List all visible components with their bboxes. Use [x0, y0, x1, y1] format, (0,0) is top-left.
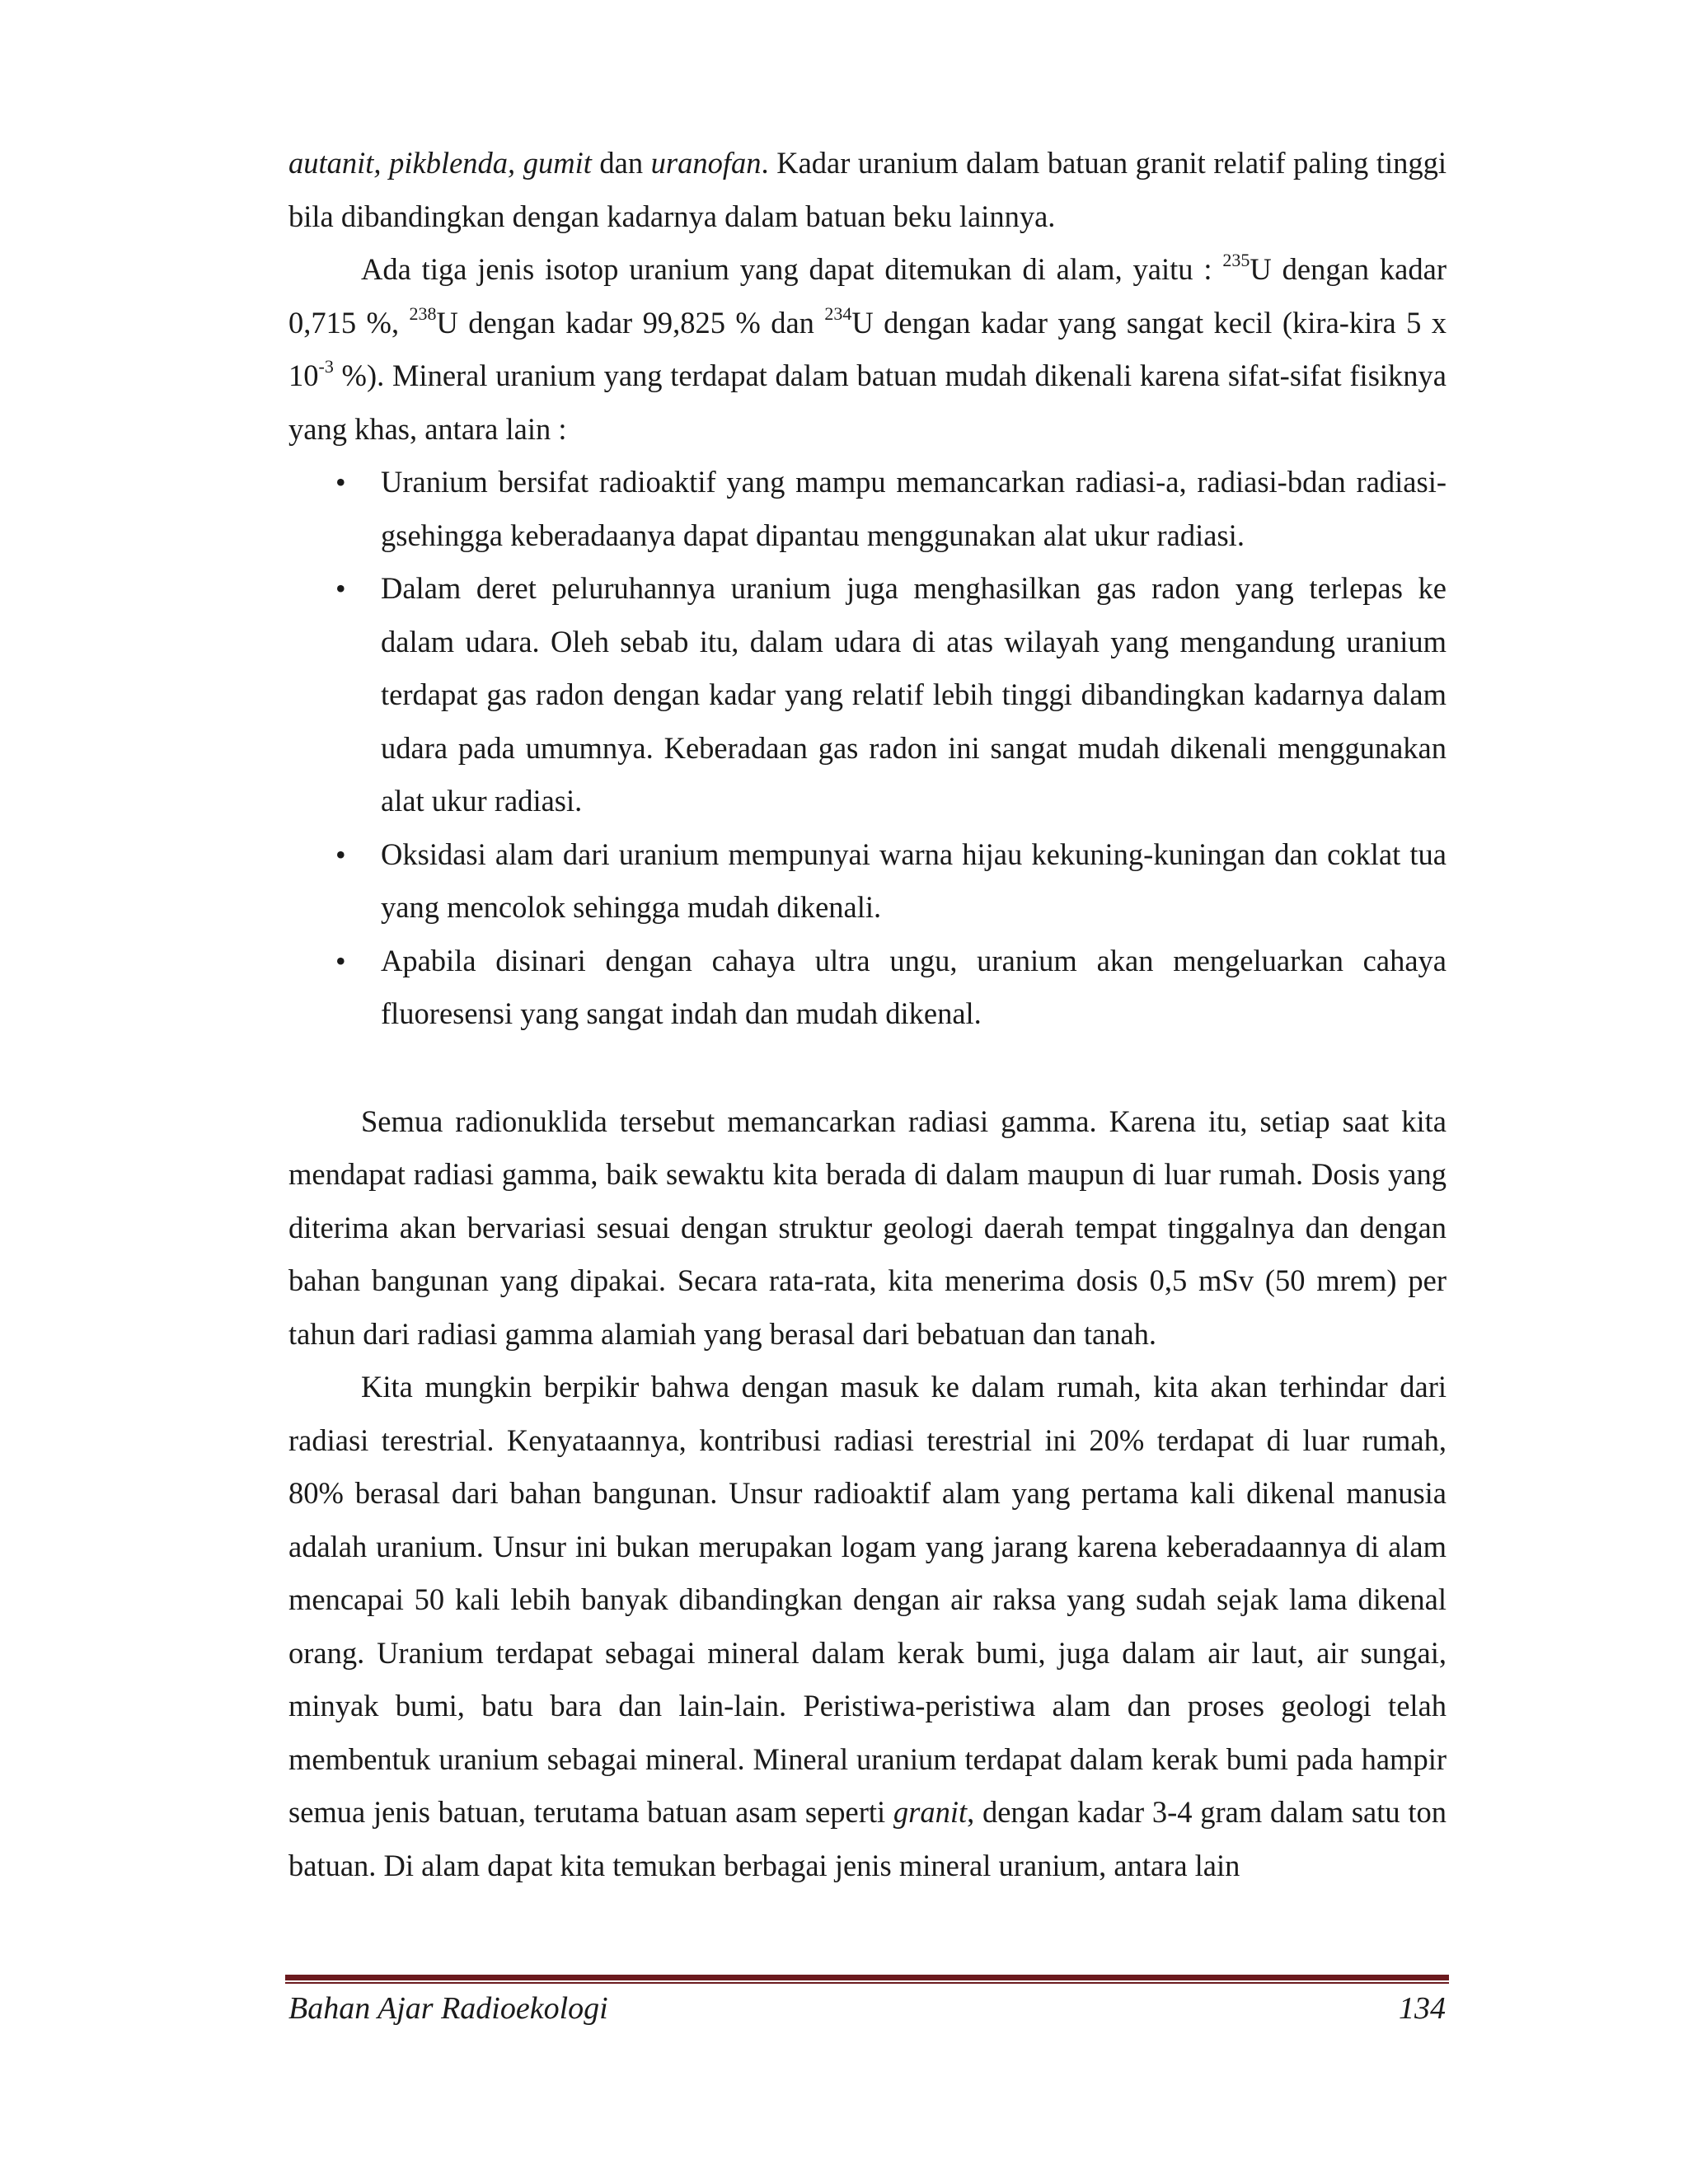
list-item-text: Apabila disinari dengan cahaya ultra ungu, uranium akan mengeluarkan cahaya fluoresensi yang sangat indah dan mudah dikenal.	[381, 943, 1447, 1030]
text-run: U dengan kadar 99,825 % dan	[436, 305, 825, 340]
footer-rule-thick	[285, 1975, 1449, 1980]
footer-rule	[285, 1975, 1449, 1985]
mineral-name-italic: uranofan	[650, 146, 762, 180]
paragraph-gamma: Semua radionuklida tersebut memancarkan radiasi gamma. Karena itu, setiap saat kita mendapat radiasi gamma, baik sewaktu kita berada di dalam maupun di luar rumah. Dosis yang diterima akan bervariasi sesuai dengan struktur geologi daerah tempat tinggalnya dan dengan bahan bangunan yang dipakai. Secara rata-rata, kita menerima dosis 0,5 mSv (50 mrem) per tahun dari radiasi gamma alamiah yang berasal dari bebatuan dan tanah.	[288, 1104, 1447, 1351]
superscript-234: 234	[824, 302, 852, 324]
paragraph-terrestrial	[288, 1361, 1447, 1892]
text-run: %). Mineral uranium yang terdapat dalam batuan mudah dikenali karena sifat-sifat fisiknya yang khas, antara lain :	[288, 359, 1447, 446]
bullet-icon: •	[335, 837, 346, 871]
text-run: Kita mungkin berpikir bahwa dengan masuk ke dalam rumah, kita akan terhindar dari radiasi terestrial. Kenyataannya, kontribusi radiasi terestrial ini 20% terdapat di luar rumah, 80% berasal dari bahan bangunan. Unsur radioaktif alam yang pertama kali dikenal manusia adalah uranium. Unsur ini bukan merupakan logam yang jarang karena keberadaannya di alam mencapai 50 kali lebih banyak dibandingkan dengan air raksa yang sudah sejak lama dikenal orang. Uranium terdapat sebagai mineral dalam kerak bumi, juga dalam air laut, air sungai, minyak bumi, batu bara dan lain-lain. Peristiwa-peristiwa alam dan proses geologi telah membentuk uranium sebagai mineral. Mineral uranium terdapat dalam kerak bumi pada hampir semua jenis batuan, terutama batuan asam seperti	[288, 1370, 1447, 1829]
paragraph-continuation	[288, 137, 1447, 243]
list-item	[288, 828, 1447, 935]
text-run: Ada tiga jenis isotop uranium yang dapat ditemukan di alam, yaitu :	[361, 252, 1223, 286]
body-text	[288, 137, 1447, 1892]
bullet-icon: •	[335, 466, 346, 499]
superscript-238: 238	[409, 302, 437, 324]
list-item-text: Uranium bersifat radioaktif yang mampu memancarkan radiasi-a, radiasi-bdan radiasi-gsehingga keberadaanya dapat dipantau menggunakan alat ukur radiasi.	[381, 465, 1447, 552]
text-run: , dengan kadar 3-4 gram dalam satu ton batuan. Di alam dapat kita temukan berbagai jenis mineral uranium, antara lain	[288, 1795, 1447, 1882]
list-item	[288, 456, 1447, 562]
paragraph-isotopes	[288, 243, 1447, 456]
superscript-235: 235	[1222, 250, 1250, 270]
spacer	[288, 1041, 1447, 1095]
page-number: 134	[1399, 1991, 1446, 2026]
bullet-icon: •	[335, 944, 346, 977]
list-item-text: Dalam deret peluruhannya uranium juga menghasilkan gas radon yang terlepas ke dalam udara. Oleh sebab itu, dalam udara di atas wilayah yang mengandung uranium terdapat gas radon dengan kadar yang relatif lebih tinggi dibandingkan kadarnya dalam udara pada umumnya. Keberadaan gas radon ini sangat mudah dikenali menggunakan alat ukur radiasi.	[381, 571, 1447, 818]
text-run: dan	[591, 146, 651, 180]
superscript-exponent: -3	[318, 356, 334, 377]
bullet-icon: •	[335, 572, 346, 605]
text-run: . Kadar uranium dalam batuan granit relatif paling tinggi bila dibandingkan dengan kadarnya dalam batuan beku lainnya.	[288, 146, 1447, 233]
list-item-text: Oksidasi alam dari uranium mempunyai warna hijau kekuning-kuningan dan coklat tua yang mencolok sehingga mudah dikenali.	[381, 837, 1447, 924]
list-item	[288, 562, 1447, 828]
footer-title: Bahan Ajar Radioekologi	[288, 1991, 608, 2026]
bullet-list	[288, 456, 1447, 1041]
text-run: U dengan kadar yang sangat kecil (kira-kira 5 x 10	[288, 305, 1447, 392]
text-run: U dengan kadar 0,715 %,	[288, 252, 1447, 340]
mineral-names-italic: autanit, pikblenda, gumit	[288, 146, 592, 180]
list-item	[288, 935, 1447, 1041]
granit-italic: granit	[893, 1795, 968, 1829]
footer-rule-thin	[285, 1982, 1449, 1984]
